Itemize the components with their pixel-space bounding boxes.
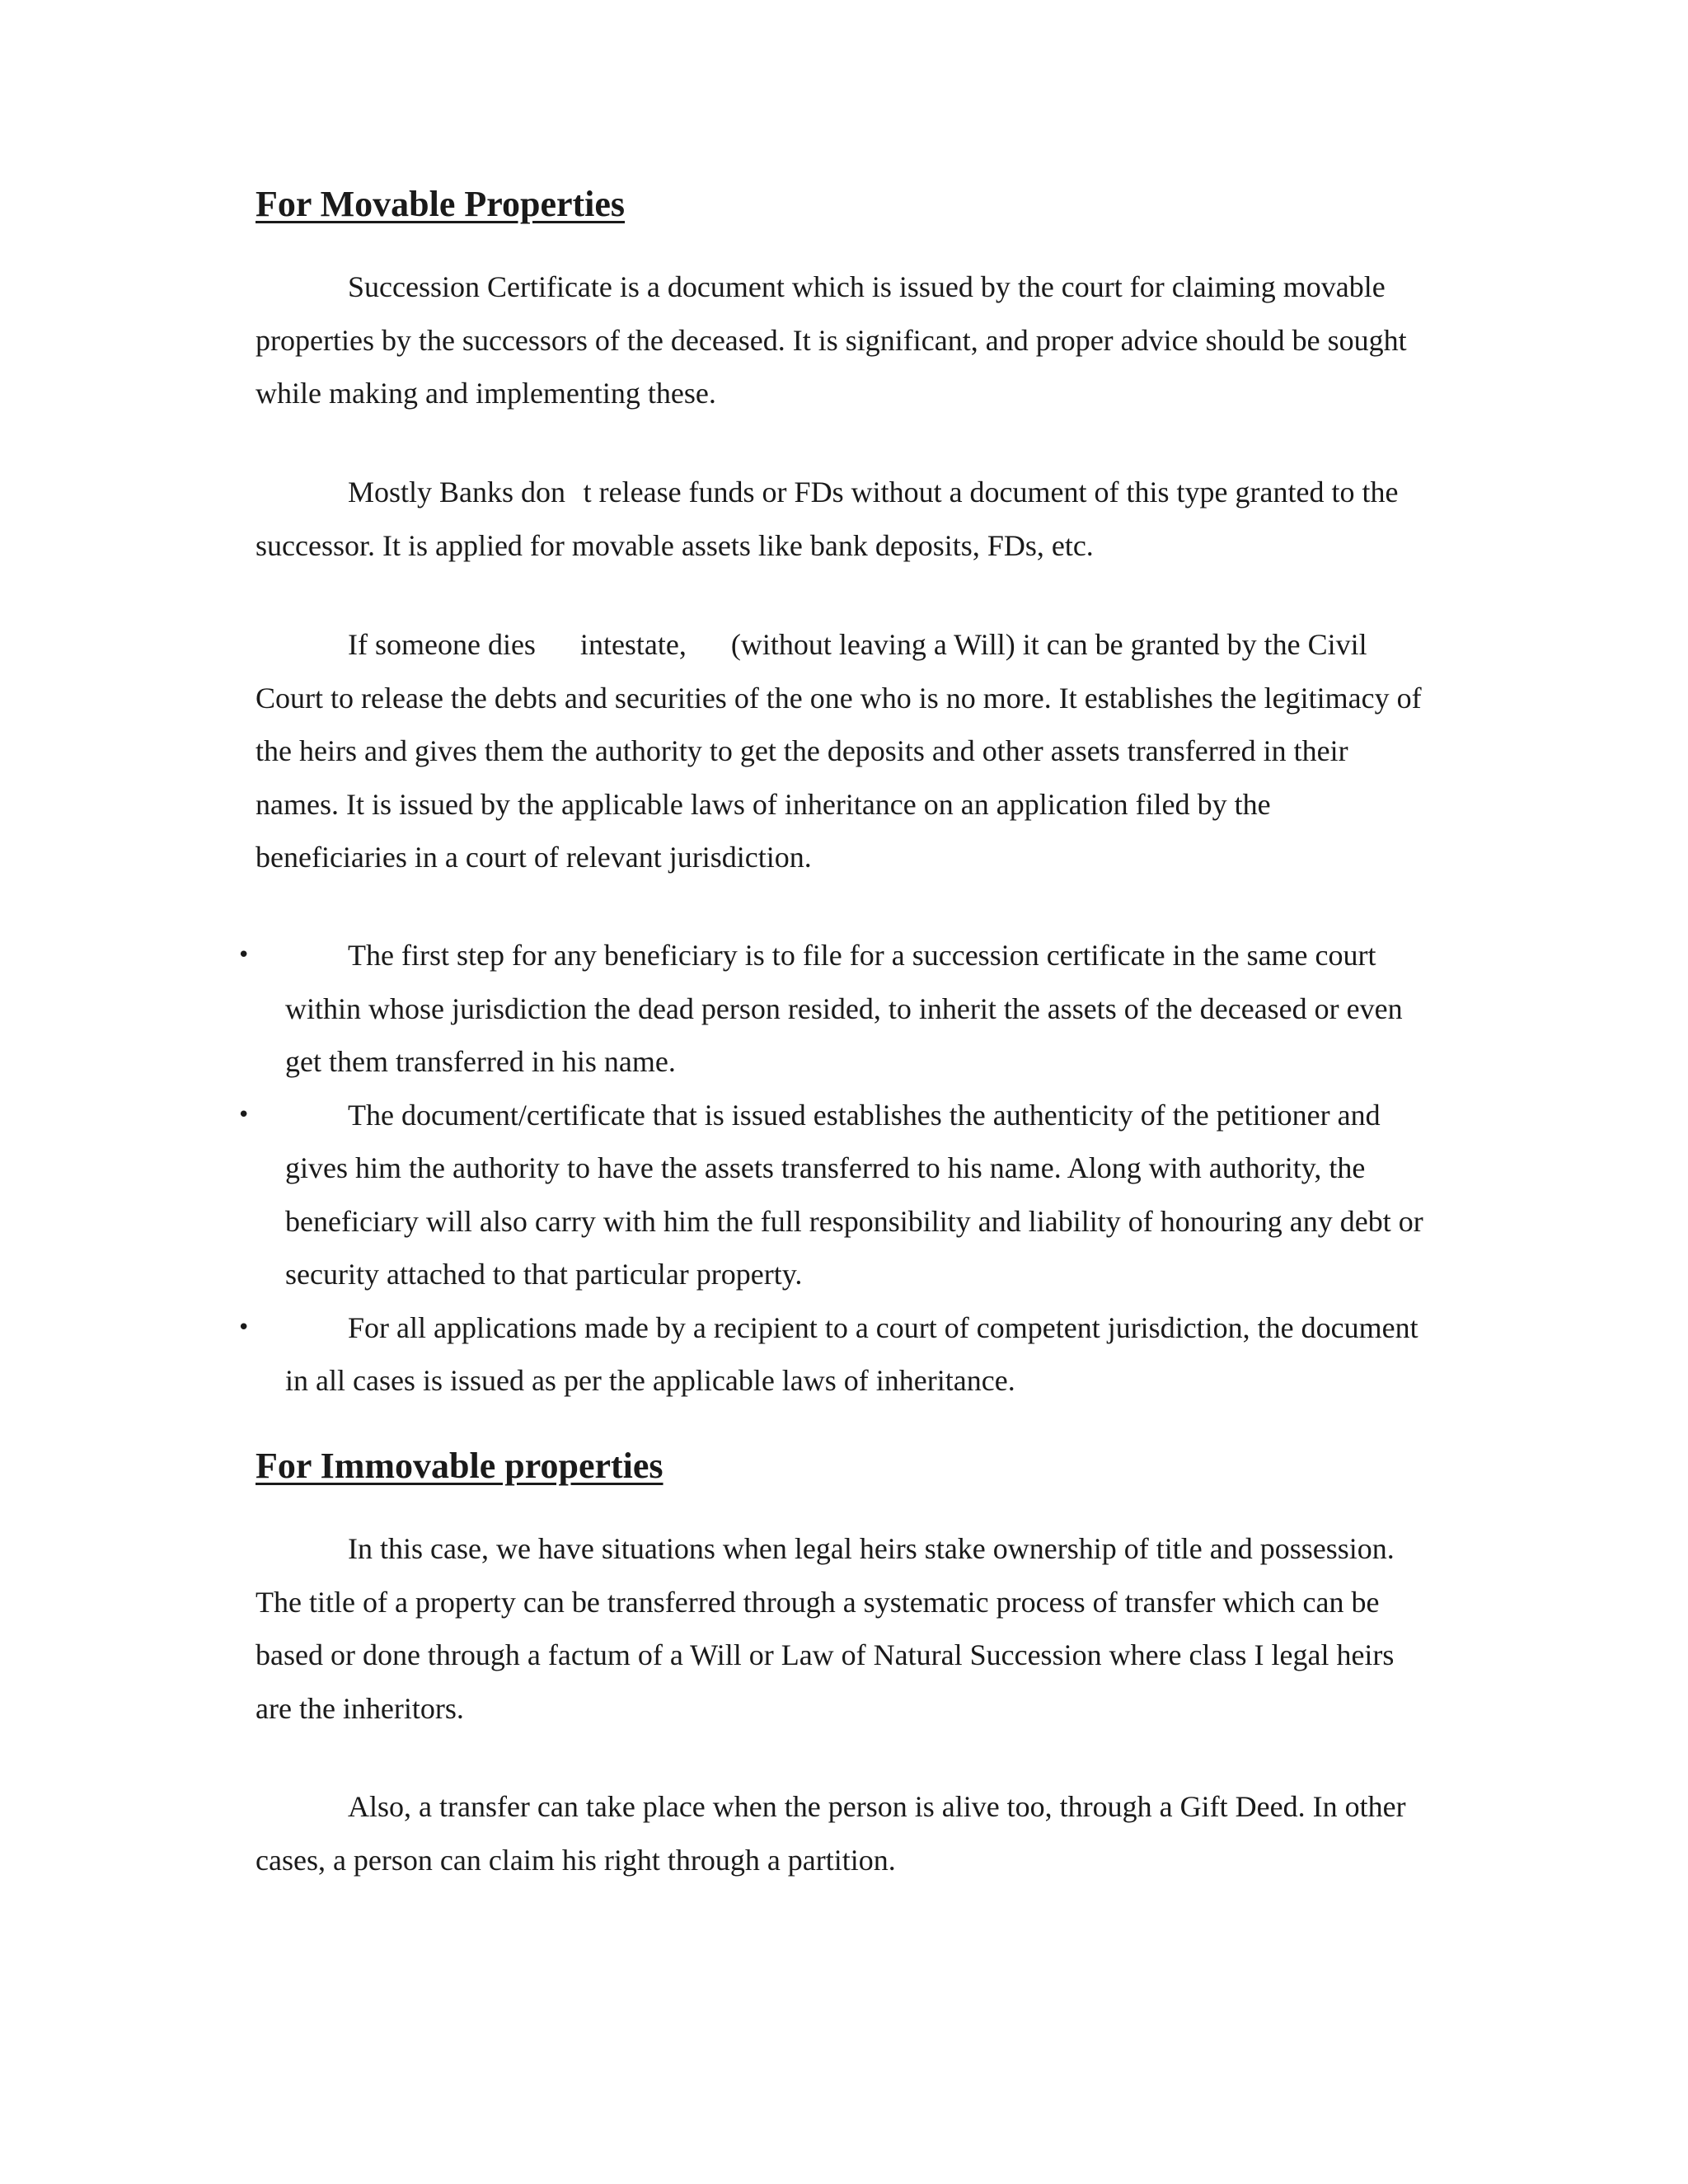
bullet-text: The first step for any beneficiary is to file for a succession certificate in the same court within whose jurisdiction the dead person resided, to inherit the assets of the deceased or even get them transferred in his name. xyxy=(285,939,1403,1078)
heading-movable-properties: For Movable Properties xyxy=(256,184,626,224)
heading-immovable-properties: For Immovable properties xyxy=(256,1446,663,1486)
list-item xyxy=(223,1301,1426,1408)
bullet-list-movable xyxy=(223,929,1426,1408)
paragraph-banks-release-funds: Mostly Banks don t release funds or FDs without a document of this type granted to the successor. It is applied for movable assets like bank deposits, FDs, etc. xyxy=(256,476,1399,562)
bullet-icon: • xyxy=(237,1102,251,1127)
list-item xyxy=(223,929,1426,1089)
bullet-icon: • xyxy=(237,1315,251,1340)
paragraph-dies-intestate: If someone dies intestate, (without leaving a Will) it can be granted by the Civil Court to release the debts and securities of the one who is no more. It establishes the legitimacy of the heirs and gives them the authority to get the deposits and other assets transferred in their names. It is issued by the applicable laws of inheritance on an application filed by the beneficiaries in a court of relevant jurisdiction. xyxy=(256,628,1422,874)
list-item xyxy=(223,1089,1426,1301)
paragraph-succession-certificate: Succession Certificate is a document which is issued by the court for claiming movable properties by the successors of the deceased. It is significant, and proper advice should be sought while making and implementing these. xyxy=(256,270,1407,410)
paragraph-legal-heirs-title: In this case, we have situations when legal heirs stake ownership of title and possession. The title of a property can be transferred through a systematic process of transfer which can be based or done through a factum of a Will or Law of Natural Succession where class I legal heirs are the inheritors. xyxy=(256,1532,1395,1725)
bullet-text: The document/certificate that is issued establishes the authenticity of the petitioner and gives him the authority to have the assets transferred to his name. Along with authority, the beneficiary will also carry with him the full responsibility and liability of honouring any debt or security attached to that particular property. xyxy=(285,1098,1423,1291)
bullet-icon: • xyxy=(237,943,251,968)
bullet-text: For all applications made by a recipient to a court of competent jurisdiction, the document in all cases is issued as per the applicable laws of inheritance. xyxy=(285,1310,1418,1397)
paragraph-gift-deed: Also, a transfer can take place when the person is alive too, through a Gift Deed. In other cases, a person can claim his right through a partition. xyxy=(256,1790,1406,1877)
